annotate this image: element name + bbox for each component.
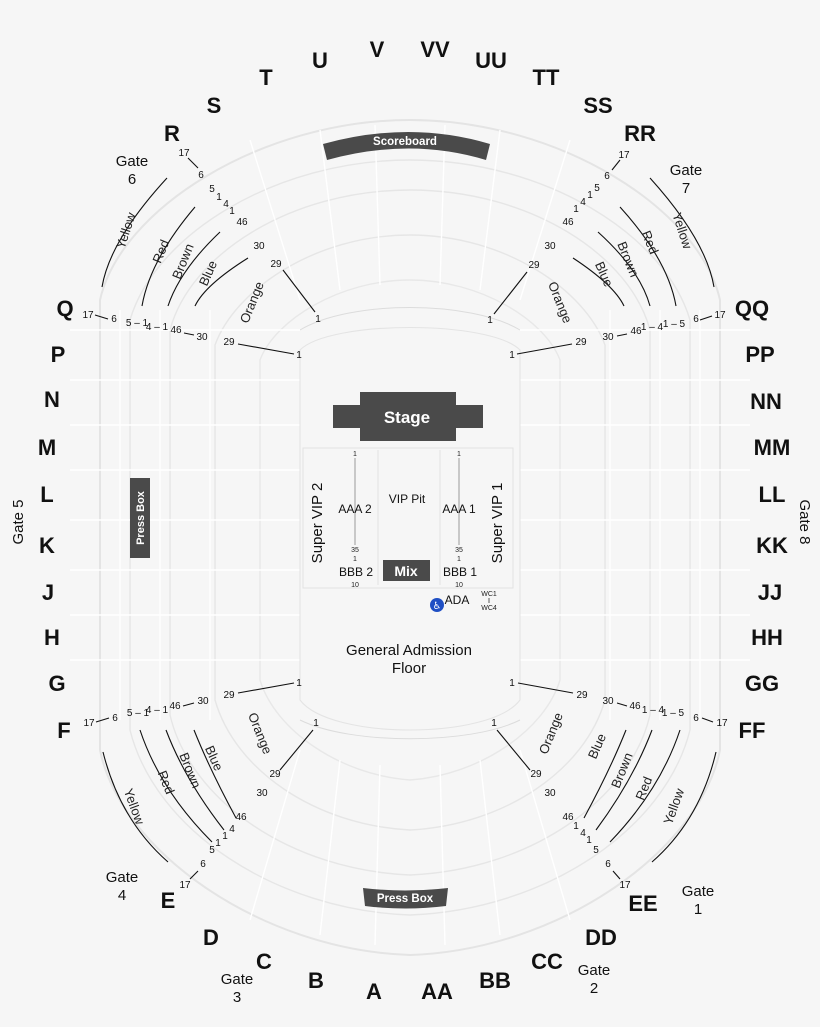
row-label: 4 – 1 bbox=[145, 705, 169, 716]
gate-1-word: Gate bbox=[681, 883, 715, 900]
section-label: A bbox=[366, 979, 382, 1004]
row-label: 17 bbox=[619, 880, 631, 891]
row-label: 17 bbox=[82, 310, 94, 321]
aaa-1-label: AAA 1 bbox=[442, 502, 476, 516]
row-label: 1 bbox=[573, 821, 579, 832]
row-label: 1 bbox=[353, 556, 357, 563]
gate-5-label: Gate 5 bbox=[10, 499, 27, 545]
zone-brown: Brown bbox=[614, 239, 643, 280]
scoreboard bbox=[323, 132, 490, 160]
section-label: D bbox=[203, 925, 219, 950]
section-label: VV bbox=[420, 37, 450, 62]
row-label: 1 bbox=[315, 314, 321, 325]
row-label: 30 bbox=[602, 696, 614, 707]
row-label: 1 bbox=[509, 678, 515, 689]
press-box-bottom-label: Press Box bbox=[376, 893, 434, 905]
section-label: JJ bbox=[757, 580, 783, 605]
row-label: 5 bbox=[594, 183, 600, 194]
ada-label: ADA bbox=[444, 593, 470, 607]
section-label: QQ bbox=[734, 296, 770, 321]
section-label: J bbox=[41, 580, 55, 605]
stage bbox=[333, 392, 483, 441]
row-label: 29 bbox=[530, 769, 542, 780]
left-sections bbox=[38, 296, 74, 743]
section-label: P bbox=[50, 342, 66, 367]
gate-3-number: 3 bbox=[232, 989, 242, 1006]
row-label: 1 bbox=[509, 350, 515, 361]
section-label: S bbox=[206, 93, 222, 118]
zone-brown: Brown bbox=[607, 750, 636, 791]
top-sections bbox=[164, 37, 656, 146]
wc1-label: WC1 bbox=[481, 591, 497, 598]
section-label: L bbox=[40, 482, 54, 507]
zone-orange: Orange bbox=[245, 710, 276, 757]
row-label: 1 bbox=[573, 204, 579, 215]
row-label: 29 bbox=[576, 690, 588, 701]
aaa-2-label: AAA 2 bbox=[338, 502, 372, 516]
super-vip-1-label: Super VIP 1 bbox=[489, 482, 506, 564]
row-label: 1 – 5 bbox=[661, 708, 685, 719]
row-label: 35 bbox=[351, 547, 359, 554]
section-label: SS bbox=[583, 93, 613, 118]
super-vip-2-label: Super VIP 2 bbox=[309, 482, 326, 564]
row-label: 46 bbox=[235, 812, 247, 823]
row-label: 1 bbox=[487, 315, 493, 326]
gate-2-word: Gate bbox=[577, 962, 611, 979]
row-label: 1 bbox=[313, 718, 319, 729]
zone-brown: Brown bbox=[176, 750, 205, 791]
row-label: 29 bbox=[528, 260, 540, 271]
row-label: 1 bbox=[587, 190, 593, 201]
row-label: 17 bbox=[179, 880, 191, 891]
section-label: DD bbox=[585, 925, 617, 950]
row-label: 1 bbox=[457, 451, 461, 458]
gate-4-number: 4 bbox=[117, 887, 127, 904]
row-label: 6 bbox=[111, 314, 117, 325]
row-label: 30 bbox=[256, 788, 268, 799]
row-label: 1 – 5 bbox=[662, 319, 686, 330]
gate-2-number: 2 bbox=[589, 980, 599, 997]
row-label: 30 bbox=[544, 788, 556, 799]
row-label: 46 bbox=[169, 701, 181, 712]
section-label: TT bbox=[532, 65, 560, 90]
row-label: 29 bbox=[223, 690, 235, 701]
row-label: 1 bbox=[491, 718, 497, 729]
section-label: V bbox=[369, 37, 385, 62]
bbb-2-label: BBB 2 bbox=[338, 565, 374, 579]
row-label: 30 bbox=[196, 332, 208, 343]
zone-yellow: Yellow bbox=[669, 210, 696, 251]
section-label: U bbox=[312, 48, 328, 73]
row-label: 5 – 1 bbox=[125, 318, 149, 329]
row-label: 35 bbox=[455, 547, 463, 554]
gate-1-number: 1 bbox=[693, 901, 703, 918]
scoreboard-label: Scoreboard bbox=[373, 136, 437, 148]
row-label: 29 bbox=[575, 337, 587, 348]
row-label: 6 bbox=[693, 314, 699, 325]
row-label: 6 bbox=[200, 859, 206, 870]
gate-4-word: Gate bbox=[105, 869, 139, 886]
row-label: 6 bbox=[693, 713, 699, 724]
row-label: 17 bbox=[716, 718, 728, 729]
bbb-1-label: BBB 1 bbox=[442, 565, 478, 579]
gate-7-word: Gate bbox=[669, 162, 703, 179]
zone-blue: Blue bbox=[201, 743, 227, 774]
row-label: 29 bbox=[270, 259, 282, 270]
zone-red: Red bbox=[632, 774, 656, 803]
press-box-left bbox=[130, 478, 150, 558]
row-label: 1 bbox=[353, 451, 357, 458]
row-label: 4 – 1 bbox=[145, 322, 169, 333]
section-label: CC bbox=[531, 949, 563, 974]
row-label: 17 bbox=[714, 310, 726, 321]
row-label: 29 bbox=[269, 769, 281, 780]
section-label: G bbox=[48, 671, 66, 696]
section-label: K bbox=[39, 533, 55, 558]
gate-3-word: Gate bbox=[220, 971, 254, 988]
row-label: 1 bbox=[216, 192, 222, 203]
ada-area bbox=[430, 591, 497, 612]
section-label: AA bbox=[421, 979, 453, 1004]
section-label: FF bbox=[738, 718, 766, 743]
section-label: H bbox=[44, 625, 60, 650]
row-label: 6 bbox=[604, 171, 610, 182]
row-label: 6 bbox=[112, 713, 118, 724]
section-label: C bbox=[256, 949, 272, 974]
row-label: 46 bbox=[236, 217, 248, 228]
gate-6-number: 6 bbox=[127, 171, 137, 188]
row-label: 4 bbox=[229, 824, 235, 835]
press-box-left-label: Press Box bbox=[135, 491, 147, 545]
zone-labels bbox=[113, 210, 695, 827]
section-label: PP bbox=[745, 342, 775, 367]
section-label: E bbox=[160, 888, 176, 913]
section-label: NN bbox=[750, 389, 782, 414]
section-label: GG bbox=[744, 671, 780, 696]
section-label: M bbox=[37, 435, 57, 460]
section-label: B bbox=[308, 968, 324, 993]
mix-label: Mix bbox=[394, 563, 418, 579]
zone-yellow: Yellow bbox=[112, 210, 139, 251]
gate-8-label: Gate 8 bbox=[796, 499, 813, 545]
zone-red: Red bbox=[638, 228, 662, 257]
zone-orange: Orange bbox=[535, 710, 566, 757]
row-label: 4 bbox=[580, 197, 586, 208]
row-label: 10 bbox=[455, 582, 463, 589]
row-label: 1 bbox=[586, 835, 592, 846]
zone-blue: Blue bbox=[195, 258, 221, 289]
zone-orange: Orange bbox=[236, 279, 267, 326]
row-label: 30 bbox=[253, 241, 265, 252]
row-label: 1 bbox=[229, 206, 235, 217]
row-label: 30 bbox=[544, 241, 556, 252]
ga-floor-line1: General Admission bbox=[346, 642, 472, 659]
row-label: 1 – 4 bbox=[641, 705, 665, 716]
zone-yellow: Yellow bbox=[120, 786, 148, 827]
row-label: 46 bbox=[629, 701, 641, 712]
row-label: 17 bbox=[83, 718, 95, 729]
row-label: 5 – 1 bbox=[126, 708, 150, 719]
section-label: UU bbox=[475, 48, 507, 73]
zone-yellow: Yellow bbox=[660, 786, 688, 827]
section-label: N bbox=[44, 387, 60, 412]
zone-red: Red bbox=[154, 768, 178, 797]
section-label: EE bbox=[628, 891, 658, 916]
row-label: 29 bbox=[223, 337, 235, 348]
section-label: KK bbox=[756, 533, 788, 558]
gate-6-word: Gate bbox=[115, 153, 149, 170]
zone-blue: Blue bbox=[584, 731, 610, 762]
row-label: 4 bbox=[580, 828, 586, 839]
section-label: MM bbox=[753, 435, 791, 460]
general-admission-floor bbox=[346, 642, 472, 677]
row-label: 1 bbox=[215, 838, 221, 849]
row-label: 10 bbox=[351, 582, 359, 589]
zone-red: Red bbox=[149, 237, 173, 266]
row-label: 30 bbox=[197, 696, 209, 707]
stage-label: Stage bbox=[383, 408, 431, 427]
zone-blue: Blue bbox=[591, 259, 617, 290]
row-label: 1 bbox=[457, 556, 461, 563]
row-label: 6 bbox=[605, 859, 611, 870]
row-label: 5 bbox=[209, 845, 215, 856]
zone-brown: Brown bbox=[168, 241, 197, 282]
row-label: 30 bbox=[602, 332, 614, 343]
ga-floor-line2: Floor bbox=[391, 660, 427, 677]
zone-orange: Orange bbox=[545, 279, 576, 326]
row-label: 46 bbox=[170, 325, 182, 336]
section-label: HH bbox=[751, 625, 783, 650]
row-label: 46 bbox=[630, 326, 642, 337]
gate-7-number: 7 bbox=[681, 180, 691, 197]
section-label: RR bbox=[624, 121, 656, 146]
row-label: 17 bbox=[618, 150, 630, 161]
vip-pit-label: VIP Pit bbox=[388, 492, 426, 506]
row-label: 1 – 4 bbox=[640, 322, 664, 333]
wc4-label: WC4 bbox=[481, 605, 497, 612]
section-label: F bbox=[57, 718, 71, 743]
row-label: 1 bbox=[296, 678, 302, 689]
section-label: LL bbox=[758, 482, 786, 507]
row-label: 1 bbox=[222, 831, 228, 842]
row-label: 17 bbox=[178, 148, 190, 159]
row-label: 5 bbox=[209, 184, 215, 195]
section-label: Q bbox=[56, 296, 74, 321]
row-label: 1 bbox=[296, 350, 302, 361]
row-label: 5 bbox=[593, 845, 599, 856]
section-label: R bbox=[164, 121, 180, 146]
press-box-bottom bbox=[363, 888, 448, 909]
section-label: T bbox=[259, 65, 273, 90]
row-label: 46 bbox=[562, 217, 574, 228]
section-label: BB bbox=[479, 968, 511, 993]
wheelchair-glyph: ♿ bbox=[432, 601, 442, 612]
row-label: 46 bbox=[562, 812, 574, 823]
row-label: 4 bbox=[223, 199, 229, 210]
vip-area bbox=[303, 448, 513, 589]
row-label: 6 bbox=[198, 170, 204, 181]
